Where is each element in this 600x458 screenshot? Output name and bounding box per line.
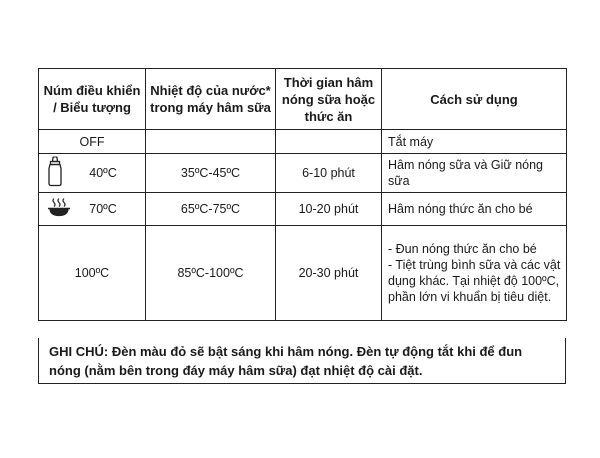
usage-line: Tắt máy (388, 134, 434, 149)
time-cell: 20-30 phút (276, 226, 382, 321)
instruction-table-wrapper (38, 68, 566, 321)
temperature-cell: 65ºC-75ºC (146, 193, 276, 226)
control-label: 70ºC (89, 202, 117, 216)
baby-bottle-icon (47, 157, 63, 190)
instruction-table (38, 68, 567, 321)
control-cell (39, 226, 146, 321)
header-control: Núm điều khiển / Biểu tượng (39, 69, 146, 130)
usage-line: - Đun nóng thức ăn cho bé (388, 242, 537, 256)
time-cell: 10-20 phút (276, 193, 382, 226)
temperature-cell: 35ºC-45ºC (146, 154, 276, 193)
temperature-cell (146, 130, 276, 154)
control-label: 40ºC (89, 166, 117, 180)
usage-cell (382, 226, 567, 321)
table-header-row (39, 69, 567, 130)
note-box (38, 338, 566, 384)
time-cell (276, 130, 382, 154)
control-label: OFF (79, 134, 105, 149)
table-row (39, 226, 567, 321)
table-row (39, 154, 567, 193)
table-row (39, 193, 567, 226)
usage-cell (382, 193, 567, 226)
usage-cell (382, 130, 567, 154)
steaming-food-bowl-icon (47, 198, 71, 221)
note-text: GHI CHÚ: Đèn màu đỏ sẽ bật sáng khi hâm nóng. Đèn tự động tắt khi để đun nóng (nằm bên trong đáy máy hâm sữa) đạt nhiệt độ cài đặt. (49, 343, 523, 378)
header-warming-time: Thời gian hâm nóng sữa hoặc thức ăn (276, 69, 382, 130)
usage-cell (382, 154, 567, 193)
usage-line: Hâm nóng thức ăn cho bé (388, 202, 533, 216)
control-cell (39, 193, 146, 226)
usage-line: Hâm nóng sữa và Giữ nóng sữa (388, 158, 544, 188)
usage-line: - Tiệt trùng bình sữa và các vật dụng khác. Tại nhiệt độ 100ºC, phần lớn vi khuẩn bị tiêu diệt. (388, 258, 561, 304)
control-cell (39, 130, 146, 154)
table-row (39, 130, 567, 154)
temperature-cell: 85ºC-100ºC (146, 226, 276, 321)
control-cell (39, 154, 146, 193)
header-water-temperature: Nhiệt độ của nước* trong máy hâm sữa (146, 69, 276, 130)
time-cell: 6-10 phút (276, 154, 382, 193)
control-label: 100ºC (74, 266, 110, 280)
header-usage: Cách sử dụng (382, 69, 567, 130)
